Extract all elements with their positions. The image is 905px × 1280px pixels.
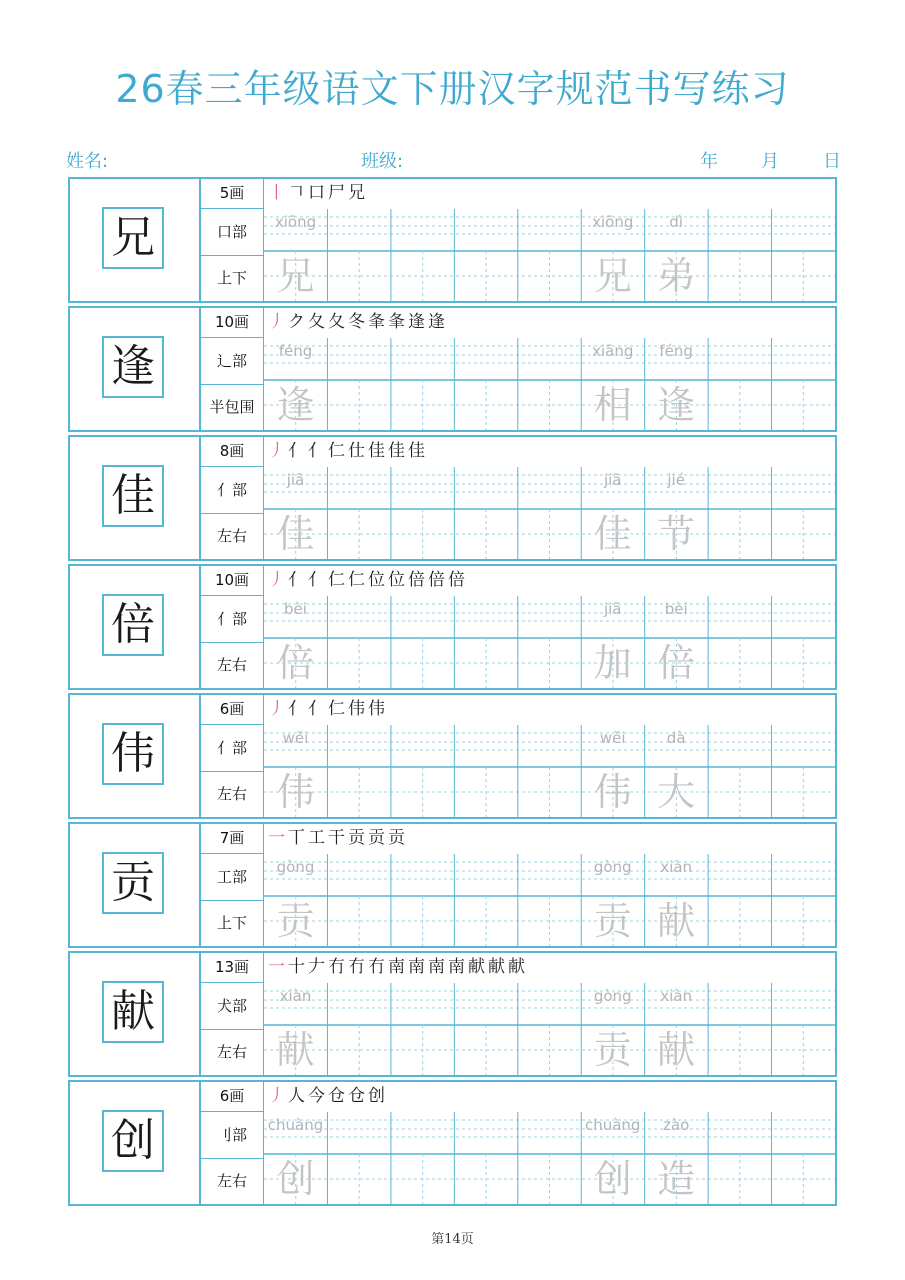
stroke-step: 夆 (368, 312, 388, 332)
stroke-step: 人 (288, 1086, 308, 1106)
model-character: 佳 (102, 465, 164, 527)
trace-character: 创 (593, 1157, 632, 1201)
radical: 犬部 (201, 983, 264, 1030)
model-character-cell (70, 824, 201, 946)
stroke-step: 仓 (348, 1086, 368, 1106)
pinyin-guide: jiā (603, 600, 622, 618)
character-block (68, 564, 837, 690)
structure: 上下 (201, 256, 264, 301)
stroke-order (268, 695, 388, 724)
stroke-step: 仁 (328, 441, 348, 461)
stroke-step: 献 (488, 957, 508, 977)
pinyin-guide: wěi (599, 729, 626, 747)
structure: 左右 (201, 1030, 264, 1075)
page-number: 第14页 (431, 1232, 474, 1247)
model-character: 献 (102, 981, 164, 1043)
stroke-step: 逢 (428, 312, 448, 332)
pinyin-guide: xiōng (592, 213, 634, 231)
stroke-step: 佳 (388, 441, 408, 461)
trace-character: 大 (657, 770, 696, 814)
stroke-step: 今 (308, 1086, 328, 1106)
stroke-step: 夆 (388, 312, 408, 332)
pinyin-guide: xiàn (660, 858, 693, 876)
writing-grid[interactable] (264, 854, 835, 946)
stroke-step: 冇 (348, 957, 368, 977)
trace-character: 相 (593, 383, 632, 427)
stroke-step: 冬 (348, 312, 368, 332)
stroke-step: 位 (388, 570, 408, 590)
trace-character: 献 (276, 1028, 315, 1072)
stroke-step: 尸 (328, 183, 348, 203)
model-character: 倍 (102, 594, 164, 656)
trace-character: 逢 (657, 383, 696, 427)
character-block (68, 951, 837, 1077)
pinyin-guide: dì (669, 213, 683, 231)
structure: 左右 (201, 772, 264, 817)
pinyin-guide: zào (663, 1116, 690, 1134)
pinyin-guide: féng (278, 342, 313, 360)
stroke-order (268, 953, 528, 982)
stroke-step: 倍 (448, 570, 468, 590)
pinyin-guide: gòng (276, 858, 315, 876)
radical: 亻部 (201, 725, 264, 772)
trace-character: 倍 (276, 641, 315, 685)
stroke-step: 丿 (268, 699, 288, 719)
radical: 口部 (201, 209, 264, 256)
stroke-step: 佳 (408, 441, 428, 461)
trace-character: 倍 (657, 641, 696, 685)
trace-character: 弟 (657, 254, 696, 298)
pinyin-guide: xiōng (274, 213, 317, 231)
trace-character: 加 (593, 641, 632, 685)
month-label: 月 (761, 151, 779, 172)
model-character: 伟 (102, 723, 164, 785)
stroke-count: 7画 (201, 824, 264, 854)
radical: 辶部 (201, 338, 264, 385)
radical: 刂部 (201, 1112, 264, 1159)
stroke-step: 仁 (328, 570, 348, 590)
trace-character: 造 (657, 1157, 696, 1201)
structure: 左右 (201, 1159, 264, 1204)
stroke-step: 冇 (368, 957, 388, 977)
stroke-step: 逢 (408, 312, 428, 332)
pinyin-guide: xiāng (592, 342, 634, 360)
stroke-step: 贡 (348, 828, 368, 848)
character-block (68, 177, 837, 303)
stroke-step: 位 (368, 570, 388, 590)
stroke-step: 兄 (348, 183, 368, 203)
stroke-step: 丿 (268, 312, 288, 332)
structure: 左右 (201, 643, 264, 688)
year-label: 年 (700, 151, 718, 172)
page-title: 26春三年级语文下册汉字规范书写练习 (115, 67, 790, 111)
trace-character: 伟 (276, 770, 315, 814)
stroke-step: 丿 (268, 441, 288, 461)
pinyin-guide: bèi (664, 600, 688, 618)
trace-character: 献 (657, 1028, 696, 1072)
writing-grid[interactable] (264, 338, 835, 430)
structure: 左右 (201, 514, 264, 559)
stroke-step: 口 (308, 183, 328, 203)
model-character: 逢 (102, 336, 164, 398)
stroke-step: 亻 (288, 699, 308, 719)
trace-character: 伟 (593, 770, 632, 814)
character-block (68, 306, 837, 432)
pinyin-guide: gòng (593, 858, 632, 876)
model-character: 贡 (102, 852, 164, 914)
stroke-count: 10画 (201, 308, 264, 338)
stroke-step: 干 (328, 828, 348, 848)
pinyin-guide: dà (666, 729, 686, 747)
stroke-step: 贡 (368, 828, 388, 848)
stroke-order (268, 824, 408, 853)
stroke-order (268, 566, 468, 595)
stroke-step: 丨 (268, 183, 288, 203)
model-character-cell (70, 953, 201, 1075)
stroke-step: 佳 (368, 441, 388, 461)
stroke-step: 一 (268, 957, 288, 977)
stroke-step: 亻 (288, 570, 308, 590)
stroke-step: 仓 (328, 1086, 348, 1106)
stroke-step: 亻 (288, 441, 308, 461)
trace-character: 献 (657, 899, 696, 943)
model-character: 创 (102, 1110, 164, 1172)
trace-character: 贡 (593, 1028, 632, 1072)
structure: 半包围 (201, 385, 264, 430)
writing-grid[interactable] (264, 1112, 835, 1204)
pinyin-guide: chuàng (267, 1116, 324, 1134)
stroke-step: 工 (308, 828, 328, 848)
radical: 亻部 (201, 467, 264, 514)
stroke-step: 亻 (308, 570, 328, 590)
character-block (68, 1080, 837, 1206)
pinyin-guide: féng (659, 342, 693, 360)
stroke-step: 南 (388, 957, 408, 977)
stroke-step: 丿 (268, 570, 288, 590)
stroke-step: 仁 (328, 699, 348, 719)
model-character-cell (70, 179, 201, 301)
stroke-count: 10画 (201, 566, 264, 596)
stroke-step: 南 (408, 957, 428, 977)
pinyin-guide: jiā (286, 471, 305, 489)
stroke-step: 亻 (308, 699, 328, 719)
stroke-step: 冇 (328, 957, 348, 977)
character-block (68, 693, 837, 819)
model-character-cell (70, 437, 201, 559)
stroke-step: 亻 (308, 441, 328, 461)
trace-character: 创 (276, 1157, 315, 1201)
stroke-step: 一 (268, 828, 288, 848)
stroke-step: 伟 (368, 699, 388, 719)
stroke-order (268, 1082, 388, 1111)
stroke-count: 13画 (201, 953, 264, 983)
pinyin-guide: jiā (603, 471, 622, 489)
model-character-cell (70, 695, 201, 817)
stroke-step: 夂 (328, 312, 348, 332)
pinyin-guide: bèi (284, 600, 307, 618)
stroke-step: 丅 (288, 828, 308, 848)
radical: 工部 (201, 854, 264, 901)
trace-character: 贡 (593, 899, 632, 943)
trace-character: 佳 (276, 512, 315, 556)
stroke-order (268, 179, 368, 208)
model-character: 兄 (102, 207, 164, 269)
stroke-count: 8画 (201, 437, 264, 467)
stroke-step: 创 (368, 1086, 388, 1106)
pinyin-guide: jié (667, 471, 685, 489)
stroke-step: ク (288, 312, 308, 332)
stroke-step: 夂 (308, 312, 328, 332)
trace-character: 节 (657, 512, 696, 556)
pinyin-guide: xiàn (660, 987, 693, 1005)
stroke-step: 献 (508, 957, 528, 977)
stroke-step: 倍 (428, 570, 448, 590)
trace-character: 兄 (593, 254, 632, 298)
pinyin-guide: gòng (593, 987, 632, 1005)
trace-character: 佳 (593, 512, 632, 556)
trace-character: 贡 (276, 899, 315, 943)
stroke-count: 6画 (201, 1082, 264, 1112)
stroke-step: 伟 (348, 699, 368, 719)
pinyin-guide: wěi (282, 729, 309, 747)
stroke-order (268, 308, 448, 337)
stroke-step: 献 (468, 957, 488, 977)
model-character-cell (70, 308, 201, 430)
model-character-cell (70, 566, 201, 688)
pinyin-guide: chuàng (584, 1116, 641, 1134)
stroke-step: 十 (288, 957, 308, 977)
writing-grid[interactable] (264, 467, 835, 559)
radical: 亻部 (201, 596, 264, 643)
day-label: 日 (823, 151, 841, 172)
pinyin-guide: xiàn (279, 987, 312, 1005)
character-block (68, 435, 837, 561)
stroke-step: 𠂇 (308, 957, 328, 977)
stroke-count: 5画 (201, 179, 264, 209)
model-character-cell (70, 1082, 201, 1204)
stroke-step: 贡 (388, 828, 408, 848)
stroke-step: 𠃍 (288, 183, 308, 203)
writing-grid[interactable] (264, 725, 835, 817)
stroke-step: 仕 (348, 441, 368, 461)
class-label: 班级: (361, 151, 404, 172)
stroke-step: 倍 (408, 570, 428, 590)
character-block (68, 822, 837, 948)
structure: 上下 (201, 901, 264, 946)
stroke-count: 6画 (201, 695, 264, 725)
stroke-order (268, 437, 428, 466)
trace-character: 逢 (276, 383, 315, 427)
stroke-step: 南 (428, 957, 448, 977)
trace-character: 兄 (276, 254, 315, 298)
stroke-step: 仁 (348, 570, 368, 590)
writing-grid[interactable] (264, 983, 835, 1075)
name-label: 姓名: (66, 151, 109, 172)
writing-grid[interactable] (264, 209, 835, 301)
stroke-step: 丿 (268, 1086, 288, 1106)
stroke-step: 南 (448, 957, 468, 977)
writing-grid[interactable] (264, 596, 835, 688)
